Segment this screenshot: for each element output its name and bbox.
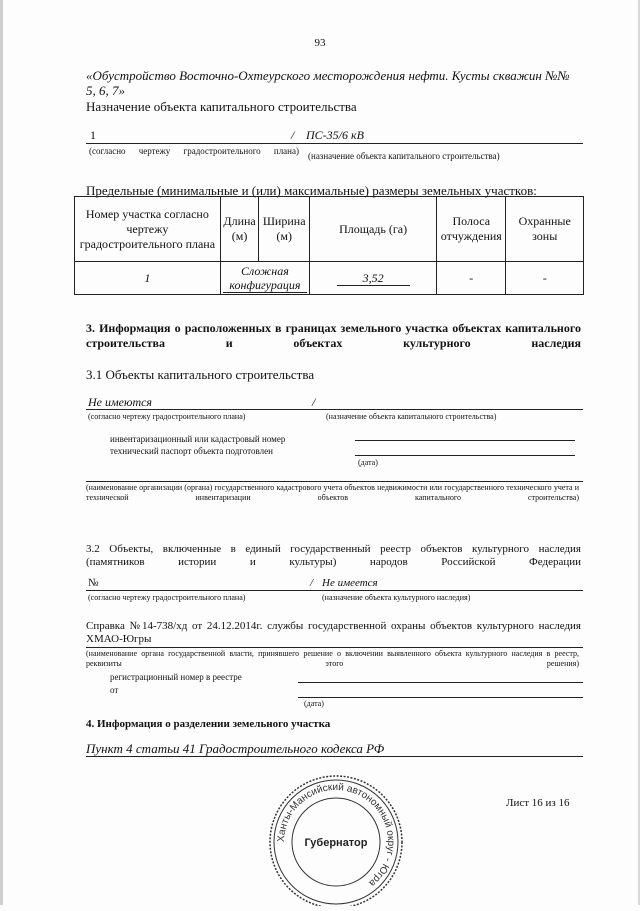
limits-heading: Предельные (минимальные и (или) максимальные) размеры земельных участков: [86,183,537,198]
page-edge-left [0,0,3,905]
header-parcel-number: Номер участка согласно чертежу градостроительного плана [75,197,221,262]
cell-dimensions [220,262,309,295]
s32-caption-right: (назначение объекта культурного наследия) [322,593,471,602]
s31-value: Не имеются [88,395,153,409]
purpose-caption-left: (согласно чертежу градостроительного плана) [89,146,299,156]
s31-line [86,395,583,410]
inventory-number-line [355,440,575,441]
section4-value: Пункт 4 статьи 41 Градостроительного кодекса РФ [86,741,385,756]
sheet-label: Лист 16 из 16 [506,797,570,809]
header-area: Площадь (га) [310,197,437,262]
cell-strip: - [437,262,506,295]
cell-dimensions-text: Сложная конфигурация [223,264,307,293]
authority-line [86,481,583,482]
s32-caption-left: (согласно чертежу градостроительного плана) [88,593,246,602]
seal-ring-textpath: Ханты-Мансийский автономный округ - Югра [275,781,397,889]
registry-from: от [110,685,119,695]
cell-area-text: 3,52 [337,271,410,286]
seal-center-text: Губернатор [304,837,368,849]
header-length: Длина (м) [220,197,259,262]
registry-date-line [298,697,583,698]
inventory-label-1: инвентаризационный или кадастровый номер [110,434,286,444]
registry-date-caption: (дата) [304,699,324,708]
project-title: «Обустройство Восточно-Охтеурского месторождения нефти. Кусты скважин №№ 5, 6, 7» [86,68,570,98]
registry-label: регистрационный номер в реестре [110,672,242,682]
inventory-label-2: технический паспорт объекта подготовлен [110,446,273,456]
authority-caption: (наименование организации (органа) государственного кадастрового учета объектов недвижимости или государственного технического учета и технической инвентаризации объектов капитального строительства) [86,483,579,502]
purpose-number: 1 [90,128,96,142]
reference-caption: (наименование органа государственной власти, принявшего решение о включении выявленного объекта культурного наследия в реестр, реквизиты этого решения) [86,649,579,668]
s31-caption-right: (назначение объекта капитального строительства) [326,412,497,421]
reference-line [86,647,583,648]
cell-area [310,262,437,295]
s32-slash: / [310,577,314,589]
section3-title: 3. Информация о расположенных в границах земельного участка объектах капитального строительства и объектах культурного наследия [86,321,581,350]
purpose-caption-right: (назначение объекта капитального строительства) [308,151,500,161]
purpose-heading: Назначение объекта капитального строительства [86,99,357,114]
purpose-value: ПС-35/6 кВ [306,128,364,142]
header-zones: Охранные зоны [506,197,584,262]
inventory-date-line [355,455,575,456]
purpose-line-right [300,128,583,144]
s31-caption-left: (согласно чертежу градостроительного плана) [88,412,246,421]
parcel-table-row [75,262,584,295]
s31-title: 3.1 Объекты капитального строительства [86,367,315,382]
section4-title: 4. Информация о разделении земельного участка [86,718,331,730]
inventory-date-caption: (дата) [358,458,378,467]
s32-title: 3.2 Объекты, включенные в единый государственный реестр объектов культурного наследия (памятников истории и культуры) народов Российской Федерации [86,543,581,568]
header-strip: Полоса отчуждения [437,197,506,262]
reference-text: Справка №14-738/хд от 24.12.2014г. службы государственной охраны объектов культурного наследия ХМАО-Югры [86,620,581,645]
s32-value: Не имеется [322,577,378,589]
purpose-slash: / [291,128,295,142]
seal-graphic [266,772,406,906]
registry-number-line [298,682,583,683]
page-number: 93 [314,37,326,49]
cell-zones: - [506,262,584,295]
parcel-table-header-row [75,197,584,262]
parcel-table [74,196,584,295]
header-width: Ширина (м) [259,197,310,262]
s31-slash: / [312,395,316,409]
s32-number-sign: № [88,577,99,589]
cell-parcel-number: 1 [75,262,221,295]
governor-seal [266,772,406,906]
